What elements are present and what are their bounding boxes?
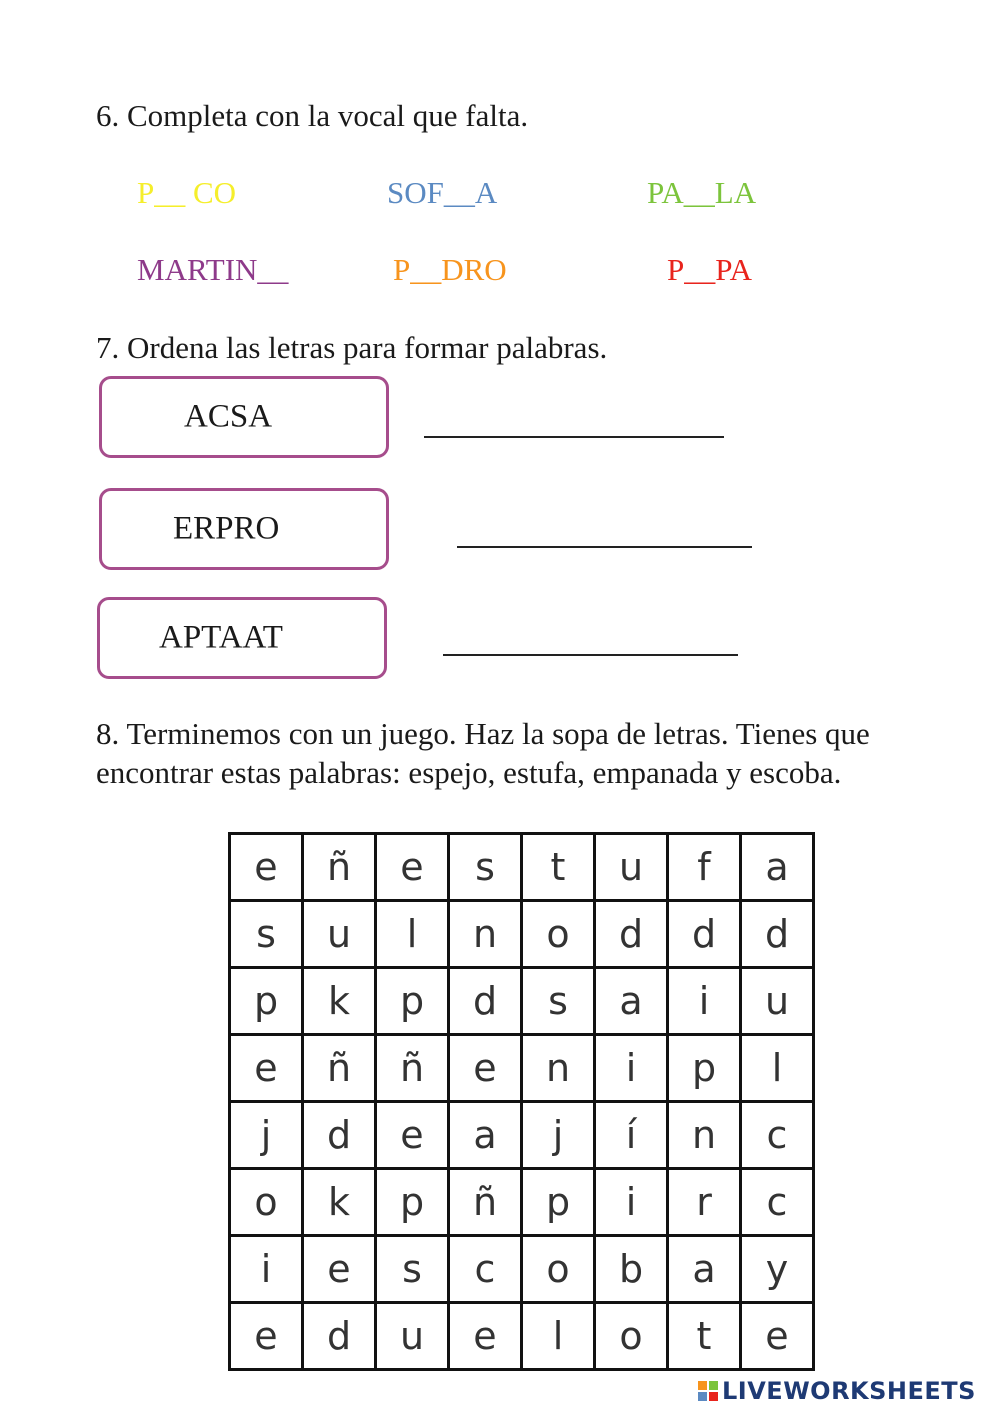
grid-cell[interactable]: e: [376, 834, 449, 901]
question-8-title: 8. Terminemos con un juego. Haz la sopa de letras. Tienes que encontrar estas palabras: espejo, estufa, empanada y escoba.: [96, 716, 870, 790]
vowel-word-5: P__DRO: [393, 252, 507, 287]
grid-cell[interactable]: u: [741, 968, 814, 1035]
scramble-box-1: [99, 376, 389, 458]
grid-cell[interactable]: e: [449, 1303, 522, 1370]
grid-cell[interactable]: i: [230, 1236, 303, 1303]
grid-row: [230, 1035, 814, 1102]
grid-cell[interactable]: u: [303, 901, 376, 968]
grid-cell[interactable]: d: [303, 1303, 376, 1370]
answer-blank-1[interactable]: [424, 436, 724, 438]
grid-cell[interactable]: n: [449, 901, 522, 968]
grid-cell[interactable]: e: [449, 1035, 522, 1102]
vowel-word-4: MARTIN__: [137, 252, 289, 287]
grid-cell[interactable]: n: [522, 1035, 595, 1102]
grid-cell[interactable]: s: [522, 968, 595, 1035]
grid-row: [230, 1102, 814, 1169]
grid-cell[interactable]: p: [376, 968, 449, 1035]
grid-cell[interactable]: c: [741, 1102, 814, 1169]
grid-cell[interactable]: i: [668, 968, 741, 1035]
grid-cell[interactable]: t: [668, 1303, 741, 1370]
scramble-word: ACSA: [184, 398, 273, 435]
logo-mark-icon: [698, 1381, 718, 1401]
vowel-word-3: PA__LA: [647, 175, 757, 210]
grid-cell[interactable]: e: [741, 1303, 814, 1370]
grid-row: [230, 834, 814, 901]
scramble-box-3: [97, 597, 387, 679]
grid-cell[interactable]: l: [741, 1035, 814, 1102]
grid-cell[interactable]: i: [595, 1169, 668, 1236]
grid-row: [230, 1169, 814, 1236]
grid-cell[interactable]: a: [668, 1236, 741, 1303]
grid-cell[interactable]: ñ: [303, 1035, 376, 1102]
grid-cell[interactable]: c: [741, 1169, 814, 1236]
grid-cell[interactable]: s: [376, 1236, 449, 1303]
grid-cell[interactable]: k: [303, 1169, 376, 1236]
grid-cell[interactable]: s: [449, 834, 522, 901]
grid-cell[interactable]: e: [303, 1236, 376, 1303]
grid-cell[interactable]: t: [522, 834, 595, 901]
grid-cell[interactable]: o: [595, 1303, 668, 1370]
grid-cell[interactable]: y: [741, 1236, 814, 1303]
grid-cell[interactable]: a: [595, 968, 668, 1035]
grid-cell[interactable]: u: [376, 1303, 449, 1370]
grid-row: [230, 968, 814, 1035]
answer-blank-3[interactable]: [443, 654, 738, 656]
grid-cell[interactable]: ñ: [449, 1169, 522, 1236]
word-search-grid: [228, 832, 815, 1371]
vowel-word-2: SOF__A: [387, 175, 498, 210]
scramble-word: ERPRO: [173, 510, 280, 547]
question-7-title: 7. Ordena las letras para formar palabras.: [96, 330, 608, 365]
grid-cell[interactable]: c: [449, 1236, 522, 1303]
grid-cell[interactable]: l: [522, 1303, 595, 1370]
grid-cell[interactable]: i: [595, 1035, 668, 1102]
vowel-word-1: P__ CO: [137, 175, 237, 210]
grid-cell[interactable]: o: [230, 1169, 303, 1236]
grid-cell[interactable]: j: [230, 1102, 303, 1169]
grid-cell[interactable]: e: [230, 1303, 303, 1370]
grid-cell[interactable]: d: [303, 1102, 376, 1169]
answer-blank-2[interactable]: [457, 546, 752, 548]
grid-cell[interactable]: ñ: [376, 1035, 449, 1102]
grid-cell[interactable]: d: [741, 901, 814, 968]
grid-row: [230, 901, 814, 968]
grid-cell[interactable]: l: [376, 901, 449, 968]
grid-row: [230, 1303, 814, 1370]
grid-cell[interactable]: p: [230, 968, 303, 1035]
grid-cell[interactable]: s: [230, 901, 303, 968]
grid-cell[interactable]: a: [741, 834, 814, 901]
grid-cell[interactable]: r: [668, 1169, 741, 1236]
grid-cell[interactable]: d: [668, 901, 741, 968]
grid-cell[interactable]: e: [230, 834, 303, 901]
grid-cell[interactable]: ñ: [303, 834, 376, 901]
grid-cell[interactable]: n: [668, 1102, 741, 1169]
grid-cell[interactable]: í: [595, 1102, 668, 1169]
question-6-title: 6. Completa con la vocal que falta.: [96, 98, 529, 133]
liveworksheets-logo: [698, 1377, 976, 1405]
grid-cell[interactable]: p: [668, 1035, 741, 1102]
grid-cell[interactable]: u: [595, 834, 668, 901]
grid-cell[interactable]: d: [595, 901, 668, 968]
grid-cell[interactable]: p: [522, 1169, 595, 1236]
vowel-word-6: P__PA: [667, 252, 753, 287]
grid-cell[interactable]: b: [595, 1236, 668, 1303]
scramble-box-2: [99, 488, 389, 570]
grid-row: [230, 1236, 814, 1303]
brand-name: LIVEWORKSHEETS: [722, 1377, 976, 1405]
grid-cell[interactable]: e: [230, 1035, 303, 1102]
grid-cell[interactable]: j: [522, 1102, 595, 1169]
grid-cell[interactable]: a: [449, 1102, 522, 1169]
grid-cell[interactable]: d: [449, 968, 522, 1035]
grid-cell[interactable]: f: [668, 834, 741, 901]
grid-cell[interactable]: p: [376, 1169, 449, 1236]
scramble-word: APTAAT: [159, 619, 283, 656]
grid-cell[interactable]: o: [522, 1236, 595, 1303]
grid-cell[interactable]: e: [376, 1102, 449, 1169]
grid-cell[interactable]: k: [303, 968, 376, 1035]
grid-cell[interactable]: o: [522, 901, 595, 968]
